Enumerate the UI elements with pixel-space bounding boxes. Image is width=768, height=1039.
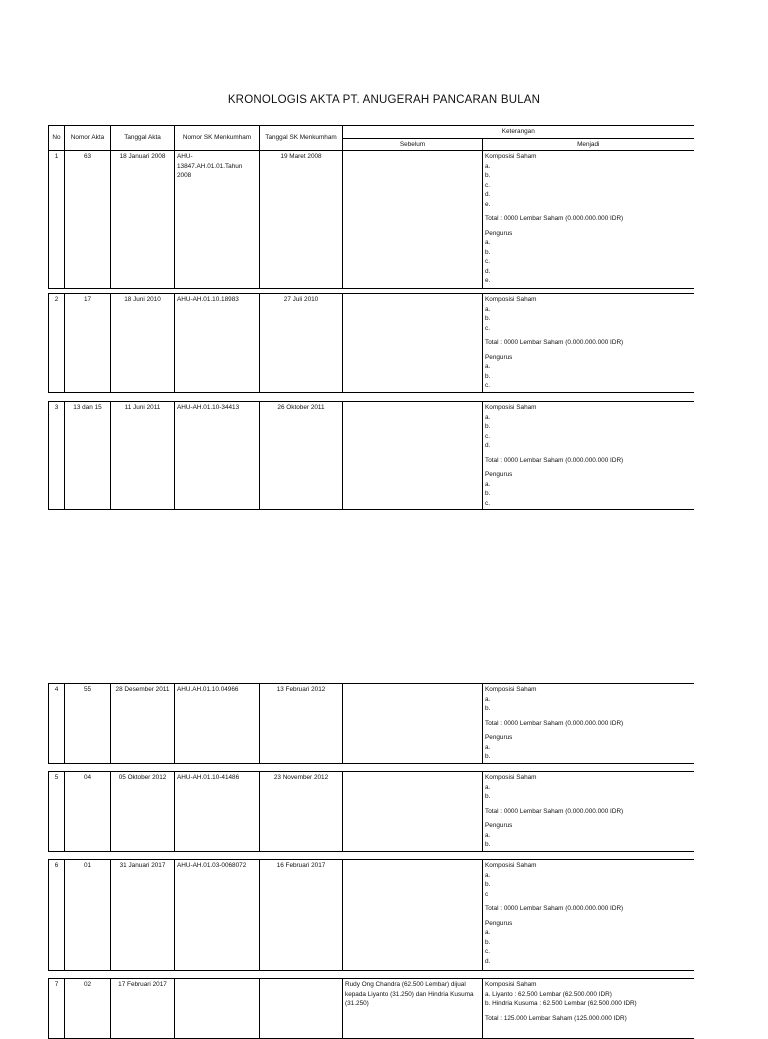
cell-nomor-sk: AHU-13847.AH.01.01.Tahun 2008 <box>175 151 260 289</box>
cell-nomor-akta: 01 <box>65 860 111 971</box>
cell-no: 3 <box>49 402 65 510</box>
cell-sebelum <box>343 151 483 289</box>
menjadi-line: a. <box>485 831 491 839</box>
menjadi-line: Komposisi Saham <box>485 153 537 160</box>
cell-menjadi <box>483 294 694 393</box>
cell-tanggal-akta: 18 Juni 2010 <box>111 294 175 393</box>
menjadi-line: Pengurus <box>485 822 513 829</box>
menjadi-line: Pengurus <box>485 471 513 478</box>
menjadi-line: c. <box>485 382 490 389</box>
cell-menjadi <box>483 151 694 289</box>
menjadi-line: b. <box>485 841 491 848</box>
menjadi-line: c. <box>485 948 490 955</box>
menjadi-line: d. <box>485 191 491 198</box>
cell-menjadi <box>483 860 694 971</box>
menjadi-line: b. <box>485 881 491 888</box>
menjadi-line: Pengurus <box>485 734 513 741</box>
table-row <box>49 979 694 1039</box>
cell-tanggal-sk: 26 Oktober 2011 <box>260 402 343 510</box>
menjadi-line: b. <box>485 315 491 322</box>
table-row <box>49 294 694 393</box>
menjadi-line: b. <box>485 705 491 712</box>
menjadi-line: c. <box>485 432 490 440</box>
cell-no: 2 <box>49 294 65 393</box>
cell-menjadi <box>483 772 694 852</box>
menjadi-line: b. <box>485 753 491 760</box>
menjadi-line: Total : 125.000 Lembar Saham (125.000.000 IDR) <box>485 1014 627 1022</box>
menjadi-line: d. <box>485 267 491 275</box>
menjadi-line: a. <box>485 783 491 791</box>
document-title: KRONOLOGIS AKTA PT. ANUGERAH PANCARAN BULAN <box>227 94 541 106</box>
cell-no: 6 <box>49 860 65 971</box>
menjadi-line: Pengurus <box>485 229 513 237</box>
cell-nomor-sk: AHU-AH.01.10.18983 <box>175 294 260 393</box>
menjadi-line: a. <box>485 162 491 170</box>
cell-nomor-akta: 63 <box>65 151 111 289</box>
menjadi-line: a. <box>485 929 491 936</box>
cell-tanggal-akta: 05 Oktober 2012 <box>111 772 175 852</box>
cell-nomor-sk: AHU.AH.01.10.04966 <box>175 684 260 764</box>
header-tanggal-akta: Tanggal Akta <box>111 126 175 151</box>
menjadi-line: d. <box>485 442 491 449</box>
cell-sebelum <box>343 294 483 393</box>
header-nomor-akta: Nomor Akta <box>65 126 111 151</box>
header-keterangan: Keterangan <box>343 126 694 139</box>
menjadi-line: d. <box>485 957 491 965</box>
menjadi-line: Pengurus <box>485 919 513 927</box>
cell-nomor-sk: AHU-AH.01.10-34413 <box>175 402 260 510</box>
cell-sebelum <box>343 772 483 852</box>
akta-table-7 <box>48 978 694 1039</box>
cell-nomor-sk: AHU-AH.01.03-0068072 <box>175 860 260 971</box>
cell-nomor-akta: 13 dan 15 <box>65 402 111 510</box>
cell-no: 5 <box>49 772 65 852</box>
cell-tanggal-sk: 27 Juli 2010 <box>260 294 343 393</box>
menjadi-line: Total : 0000 Lembar Saham (0.000.000.000 IDR) <box>485 807 624 815</box>
akta-table-2 <box>48 293 694 393</box>
menjadi-line: c <box>485 890 489 898</box>
menjadi-line: Komposisi Saham <box>485 404 537 411</box>
menjadi-line: Total : 0000 Lembar Saham (0.000.000.000 IDR) <box>485 905 624 912</box>
cell-tanggal-akta: 31 Januari 2017 <box>111 860 175 971</box>
akta-table-6 <box>48 859 694 971</box>
cell-tanggal-sk: 16 Februari 2017 <box>260 860 343 971</box>
cell-tanggal-akta: 17 Februari 2017 <box>111 979 175 1039</box>
table-row <box>49 860 694 971</box>
menjadi-line: Komposisi Saham <box>485 862 537 869</box>
menjadi-line: Komposisi Saham <box>485 774 537 781</box>
menjadi-line: a. Liyanto : 62.500 Lembar (62.500.000 IDR) <box>485 990 612 998</box>
header-no: No <box>49 126 65 151</box>
akta-table-5 <box>48 771 694 852</box>
cell-tanggal-akta: 11 Juni 2011 <box>111 402 175 510</box>
table-row <box>49 772 694 852</box>
table-row <box>49 151 694 289</box>
cell-nomor-akta: 04 <box>65 772 111 852</box>
menjadi-line: Total : 0000 Lembar Saham (0.000.000.000 IDR) <box>485 215 624 222</box>
header-sebelum: Sebelum <box>343 138 483 151</box>
menjadi-line: a. <box>485 413 491 421</box>
header-menjadi: Menjadi <box>483 138 694 151</box>
cell-nomor-akta: 55 <box>65 684 111 764</box>
menjadi-line: a. <box>485 695 491 703</box>
cell-sebelum <box>343 684 483 764</box>
table-row <box>49 684 694 764</box>
cell-no: 4 <box>49 684 65 764</box>
cell-tanggal-sk: 23 November 2012 <box>260 772 343 852</box>
menjadi-line: a. <box>485 239 491 246</box>
table-row <box>49 402 694 510</box>
menjadi-line: Komposisi Saham <box>485 686 537 693</box>
menjadi-line: Total : 0000 Lembar Saham (0.000.000.000 IDR) <box>485 456 624 464</box>
menjadi-line: Total : 0000 Lembar Saham (0.000.000.000 IDR) <box>485 719 624 727</box>
cell-nomor-akta: 17 <box>65 294 111 393</box>
cell-tanggal-akta: 18 Januari 2008 <box>111 151 175 289</box>
cell-sebelum <box>343 860 483 971</box>
cell-menjadi <box>483 402 694 510</box>
menjadi-line: Komposisi Saham <box>485 981 537 988</box>
menjadi-line: Pengurus <box>485 353 513 361</box>
cell-tanggal-sk <box>260 979 343 1039</box>
cell-sebelum <box>343 402 483 510</box>
menjadi-line: c. <box>485 181 490 189</box>
cell-nomor-sk: AHU-AH.01.10-41486 <box>175 772 260 852</box>
menjadi-line: b. <box>485 172 491 179</box>
menjadi-line: c. <box>485 499 490 507</box>
menjadi-line: a. <box>485 871 491 879</box>
menjadi-line: e. <box>485 200 491 208</box>
cell-no: 1 <box>49 151 65 289</box>
akta-table-3 <box>48 401 694 510</box>
cell-nomor-sk <box>175 979 260 1039</box>
menjadi-line: b. <box>485 938 491 946</box>
menjadi-line: Komposisi Saham <box>485 296 537 303</box>
menjadi-line: c. <box>485 258 490 265</box>
menjadi-line: Total : 0000 Lembar Saham (0.000.000.000 IDR) <box>485 339 624 346</box>
menjadi-line: b. <box>485 372 491 380</box>
menjadi-line: a. <box>485 363 491 370</box>
cell-no: 7 <box>49 979 65 1039</box>
cell-menjadi <box>483 979 694 1039</box>
menjadi-line: b. <box>485 423 491 430</box>
cell-menjadi <box>483 684 694 764</box>
header-nomor-sk: Nomor SK Menkumham <box>175 126 260 151</box>
cell-nomor-akta: 02 <box>65 979 111 1039</box>
menjadi-line: b. Hindria Kusuma : 62.500 Lembar (62.500.000 IDR) <box>485 1000 637 1007</box>
header-tanggal-sk: Tanggal SK Menkumham <box>260 126 343 151</box>
cell-tanggal-sk: 13 Februari 2012 <box>260 684 343 764</box>
menjadi-line: a. <box>485 305 491 313</box>
menjadi-line: a. <box>485 480 491 488</box>
menjadi-line: b. <box>485 248 491 256</box>
menjadi-line: e. <box>485 277 491 284</box>
menjadi-line: a. <box>485 743 491 751</box>
menjadi-line: b. <box>485 793 491 800</box>
cell-tanggal-akta: 28 Desember 2011 <box>111 684 175 764</box>
menjadi-line: c. <box>485 324 490 332</box>
akta-table-4 <box>48 683 694 764</box>
menjadi-line: b. <box>485 490 491 497</box>
cell-sebelum: Rudy Ong Chandra (62.500 Lembar) dijual kepada Liyanto (31.250) dan Hindria Kusuma (31.250) <box>343 979 483 1039</box>
cell-tanggal-sk: 19 Maret 2008 <box>260 151 343 289</box>
akta-table-1 <box>48 125 694 289</box>
